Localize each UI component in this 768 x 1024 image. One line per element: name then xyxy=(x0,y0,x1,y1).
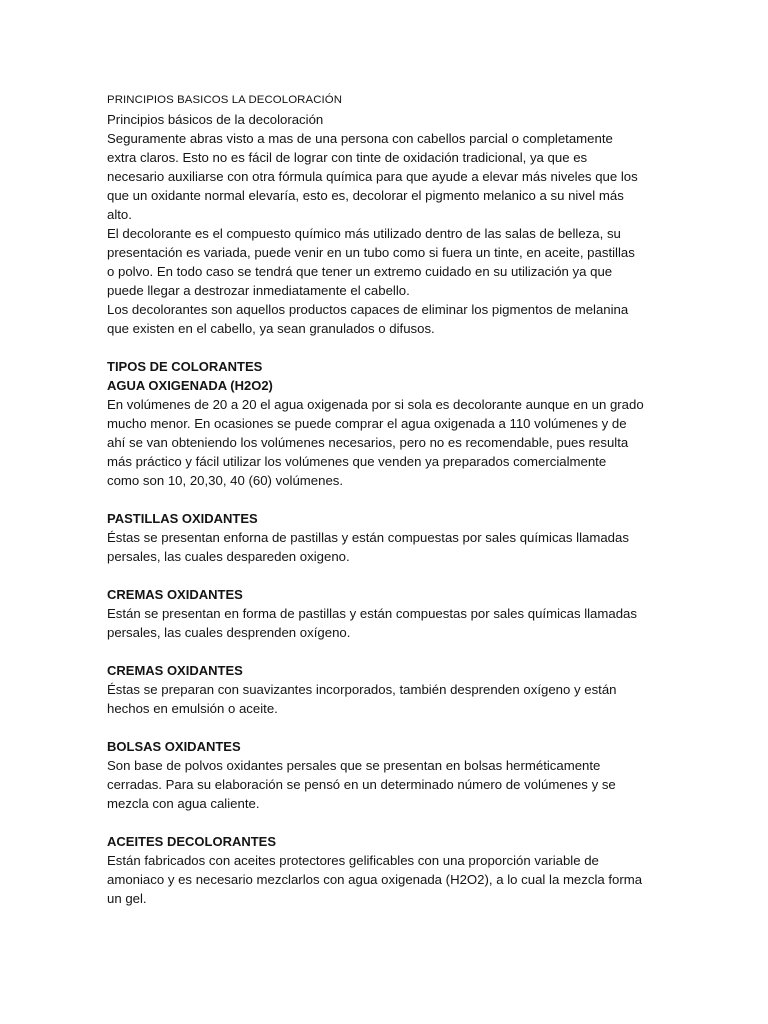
text-line: que un oxidante normal elevaría, esto es, decolorar el pigmento melanico a su nivel más xyxy=(107,188,624,203)
section-subheading: AGUA OXIGENADA (H2O2) xyxy=(107,378,273,393)
section-heading: ACEITES DECOLORANTES xyxy=(107,834,277,849)
text-line: Éstas se preparan con suavizantes incorporados, también desprenden oxígeno y están xyxy=(107,682,617,697)
text-line: como son 10, 20,30, 40 (60) volúmenes. xyxy=(107,473,344,488)
text-line: El decolorante es el compuesto químico más utilizado dentro de las salas de belleza, su xyxy=(107,226,621,241)
text-line: Están fabricados con aceites protectores gelificables con una proporción variable de xyxy=(107,853,599,868)
text-line: alto. xyxy=(107,207,132,222)
text-line: o polvo. En todo caso se tendrá que tener un extremo cuidado en su utilización ya que xyxy=(107,264,613,279)
section-heading: TIPOS DE COLORANTES xyxy=(107,359,263,374)
text-line: cerradas. Para su elaboración se pensó en un determinado número de volúmenes y se xyxy=(107,777,616,792)
section-bolsas-oxidantes xyxy=(107,737,667,813)
text-line: Están se presentan en forma de pastillas y están compuestas por sales químicas llamadas xyxy=(107,606,637,621)
text-line: persales, las cuales despareden oxigeno. xyxy=(107,549,350,564)
text-line: hechos en emulsión o aceite. xyxy=(107,701,278,716)
text-line: mezcla con agua caliente. xyxy=(107,796,260,811)
text-line: mucho menor. En ocasiones se puede comprar el agua oxigenada a 110 volúmenes y de xyxy=(107,416,627,431)
text-line: más práctico y fácil utilizar los volúmenes que venden ya preparados comercialmente xyxy=(107,454,607,469)
text-line: amoniaco y es necesario mezclarlos con agua oxigenada (H2O2), a lo cual la mezcla forma xyxy=(107,872,643,887)
intro-paragraph xyxy=(107,224,667,300)
section-heading: CREMAS OXIDANTES xyxy=(107,587,243,602)
section-heading: BOLSAS OXIDANTES xyxy=(107,739,241,754)
text-line: presentación es variada, puede venir en un tubo como si fuera un tinte, en aceite, pastillas xyxy=(107,245,635,260)
intro-paragraph xyxy=(107,300,667,338)
text-line: extra claros. Esto no es fácil de lograr con tinte de oxidación tradicional, ya que es xyxy=(107,150,588,165)
text-line: persales, las cuales desprenden oxígeno. xyxy=(107,625,351,640)
document-subtitle: Principios básicos de la decoloración xyxy=(107,112,324,127)
document-page xyxy=(107,91,667,908)
document-title: PRINCIPIOS BASICOS LA DECOLORACIÓN xyxy=(107,94,343,106)
text-line: Seguramente abras visto a mas de una persona con cabellos parcial o completamente xyxy=(107,131,613,146)
text-line: puede llegar a destrozar inmediatamente el cabello. xyxy=(107,283,410,298)
section-heading: PASTILLAS OXIDANTES xyxy=(107,511,258,526)
text-line: un gel. xyxy=(107,891,147,906)
section-pastillas-oxidantes xyxy=(107,509,667,566)
section-heading: CREMAS OXIDANTES xyxy=(107,663,243,678)
text-line: necesario auxiliarse con otra fórmula química para que ayude a elevar más niveles que los xyxy=(107,169,638,184)
intro-paragraph xyxy=(107,129,667,224)
text-line: ahí se van obteniendo los volúmenes necesarios, pero no es recomendable, pues resulta xyxy=(107,435,629,450)
section-cremas-oxidantes-1 xyxy=(107,585,667,642)
text-line: que existen en el cabello, ya sean granulados o difusos. xyxy=(107,321,435,336)
section-aceites-decolorantes xyxy=(107,832,667,908)
text-line: Éstas se presentan enforna de pastillas y están compuestas por sales químicas llamadas xyxy=(107,530,629,545)
text-line: Los decolorantes son aquellos productos capaces de eliminar los pigmentos de melanina xyxy=(107,302,629,317)
text-line: Son base de polvos oxidantes persales que se presentan en bolsas herméticamente xyxy=(107,758,601,773)
section-agua-oxigenada xyxy=(107,357,667,490)
section-cremas-oxidantes-2 xyxy=(107,661,667,718)
text-line: En volúmenes de 20 a 20 el agua oxigenada por si sola es decolorante aunque en un grado xyxy=(107,397,644,412)
